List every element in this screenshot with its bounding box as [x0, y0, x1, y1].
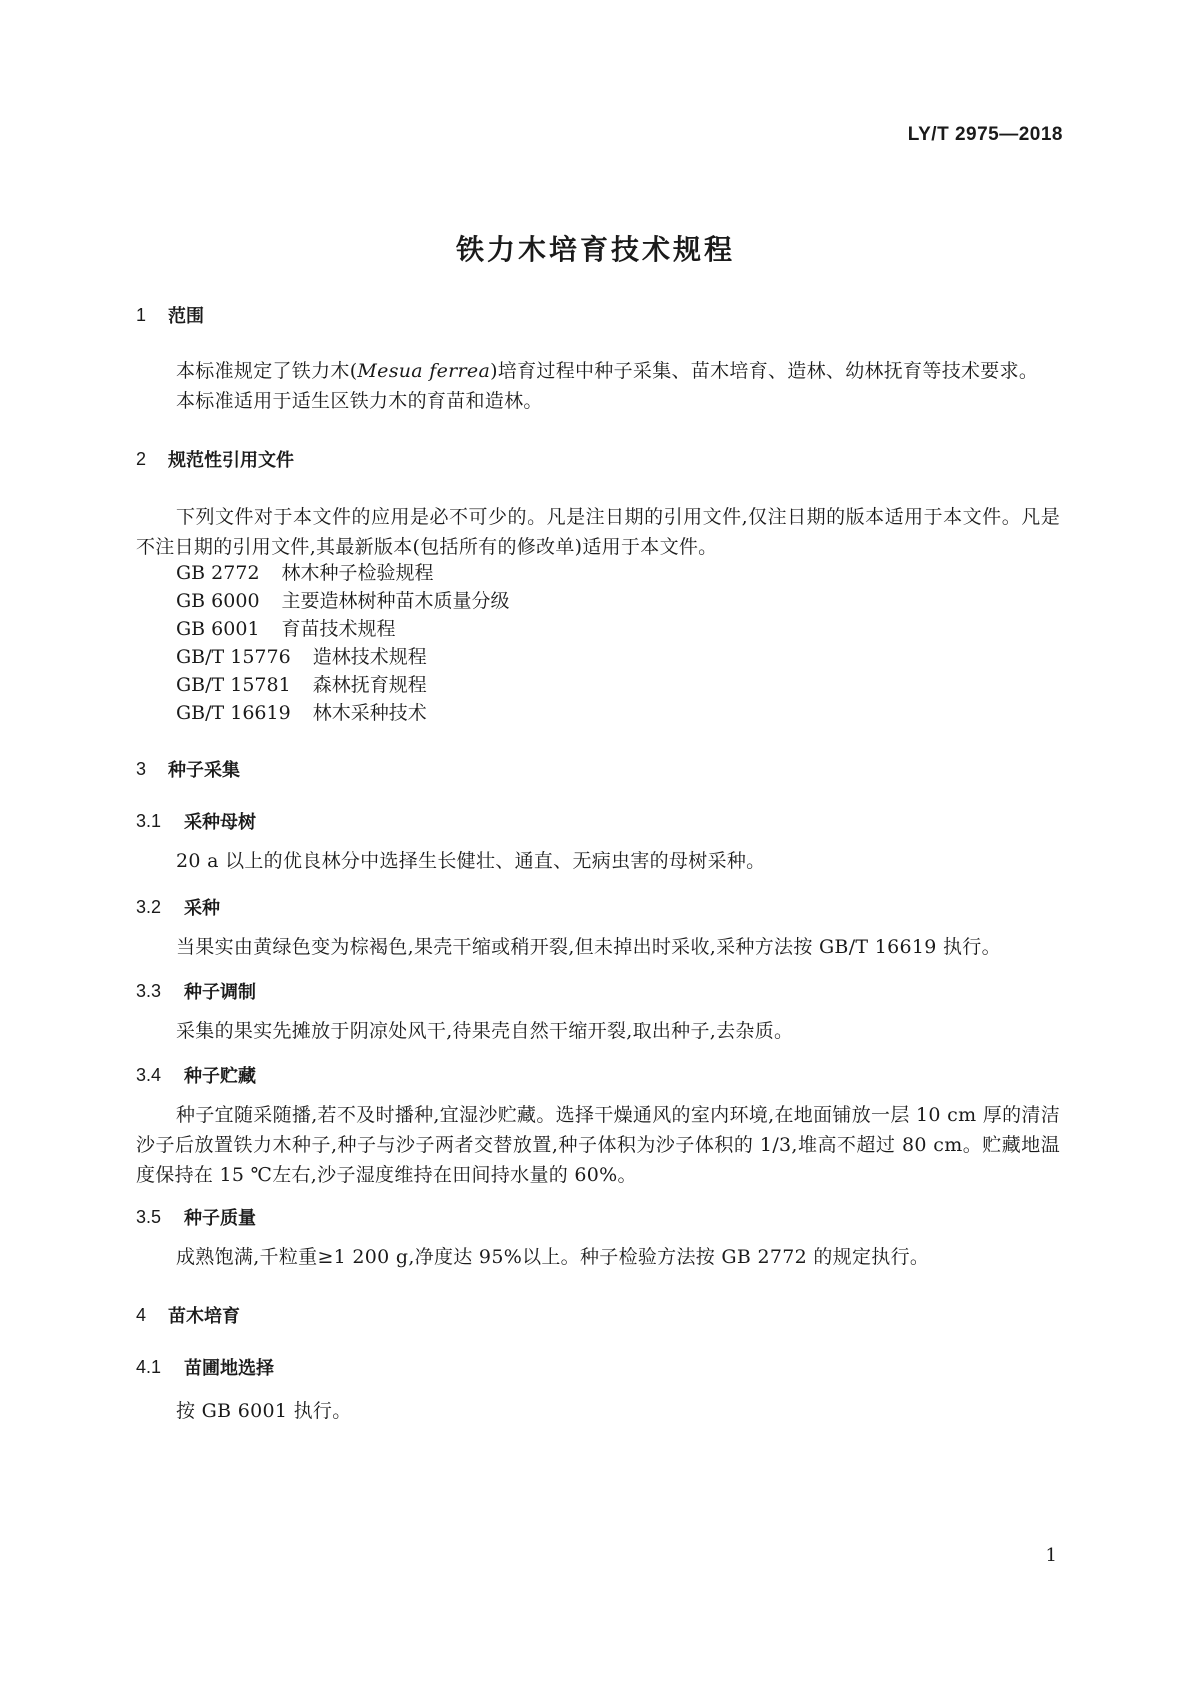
subsection-heading-3-1: [136, 808, 256, 834]
reference-name: 造林技术规程: [312, 646, 427, 668]
reference-item: [176, 698, 427, 728]
subsection-title: 种子贮藏: [184, 1066, 256, 1087]
subsection-title: 种子调制: [184, 982, 256, 1003]
section-heading-3: [136, 756, 240, 782]
reference-code: GB 6000: [176, 590, 260, 612]
normative-paragraph: 下列文件对于本文件的应用是必不可少的。凡是注日期的引用文件,仅注日期的版本适用于本文件。凡是不注日期的引用文件,其最新版本(包括所有的修改单)适用于本文件。: [136, 506, 1060, 558]
subsection-title: 采种: [184, 898, 220, 919]
subsection-number: 3.5: [136, 1206, 162, 1227]
subsection-heading-3-2: [136, 894, 220, 920]
reference-name: 林木种子检验规程: [281, 562, 434, 584]
section-title: 规范性引用文件: [168, 450, 294, 471]
subsection-paragraph: 20 a 以上的优良林分中选择生长健壮、通直、无病虫害的母树采种。: [176, 850, 766, 872]
reference-code: GB 6001: [176, 618, 260, 640]
section-heading-2: [136, 446, 294, 472]
reference-code: GB/T 15781: [176, 674, 291, 696]
reference-code: GB/T 15776: [176, 646, 291, 668]
section-heading-4: [136, 1302, 240, 1328]
reference-name: 森林抚育规程: [312, 674, 427, 696]
section-number: 4: [136, 1304, 147, 1325]
subsection-heading-3-3: [136, 978, 256, 1004]
section-number: 1: [136, 304, 147, 325]
standard-code: LY/T 2975—2018: [907, 124, 1063, 145]
reference-item: [176, 614, 396, 644]
subsection-title: 苗圃地选择: [184, 1358, 274, 1379]
subsection-number: 3.2: [136, 896, 162, 917]
subsection-paragraph: 当果实由黄绿色变为棕褐色,果壳干缩或稍开裂,但未掉出时采收,采种方法按 GB/T 16619 执行。: [176, 936, 1001, 958]
subsection-paragraph: 采集的果实先摊放于阴凉处风干,待果壳自然干缩开裂,取出种子,去杂质。: [176, 1020, 794, 1042]
scope-paragraph-2: 本标准适用于适生区铁力木的育苗和造林。: [176, 390, 543, 412]
section-title: 苗木培育: [168, 1306, 240, 1327]
subsection-number: 3.1: [136, 810, 162, 831]
section-heading-1: [136, 302, 204, 328]
reference-item: [176, 558, 434, 588]
section-number: 2: [136, 448, 147, 469]
subsection-number: 3.4: [136, 1064, 162, 1085]
reference-name: 林木采种技术: [312, 702, 427, 724]
document-title: 铁力木培育技术规程: [455, 233, 735, 266]
section-number: 3: [136, 758, 147, 779]
scope-text-pre: 本标准规定了铁力木(: [176, 360, 358, 382]
reference-code: GB 2772: [176, 562, 260, 584]
subsection-number: 3.3: [136, 980, 162, 1001]
section-title: 范围: [168, 306, 204, 327]
subsection-heading-4-1: [136, 1354, 274, 1380]
reference-code: GB/T 16619: [176, 702, 291, 724]
reference-item: [176, 670, 427, 700]
subsection-paragraph: 成熟饱满,千粒重≥1 200 g,净度达 95%以上。种子检验方法按 GB 2772 的规定执行。: [176, 1246, 930, 1268]
subsection-heading-3-5: [136, 1204, 256, 1230]
section-title: 种子采集: [168, 760, 240, 781]
subsection-title: 种子质量: [184, 1208, 256, 1229]
scientific-name: Mesua ferrea: [357, 360, 491, 382]
scope-paragraph-1: [136, 356, 1060, 386]
reference-name: 主要造林树种苗木质量分级: [281, 590, 510, 612]
reference-item: [176, 586, 510, 616]
page-number: 1: [1045, 1545, 1057, 1566]
scope-text-post: )培育过程中种子采集、苗木培育、造林、幼林抚育等技术要求。: [490, 360, 1039, 382]
subsection-title: 采种母树: [184, 812, 256, 833]
subsection-number: 4.1: [136, 1356, 162, 1377]
subsection-heading-3-4: [136, 1062, 256, 1088]
subsection-paragraph: 种子宜随采随播,若不及时播种,宜湿沙贮藏。选择干燥通风的室内环境,在地面铺放一层 10 cm 厚的清洁沙子后放置铁力木种子,种子与沙子两者交替放置,种子体积为沙子体积的 1/3,堆高不超过 80 cm。贮藏地温度保持在 15 ℃左右,沙子湿度维持在田间持水量的 60%。: [136, 1104, 1060, 1186]
subsection-paragraph: 按 GB 6001 执行。: [176, 1400, 352, 1422]
reference-name: 育苗技术规程: [281, 618, 396, 640]
reference-item: [176, 642, 427, 672]
